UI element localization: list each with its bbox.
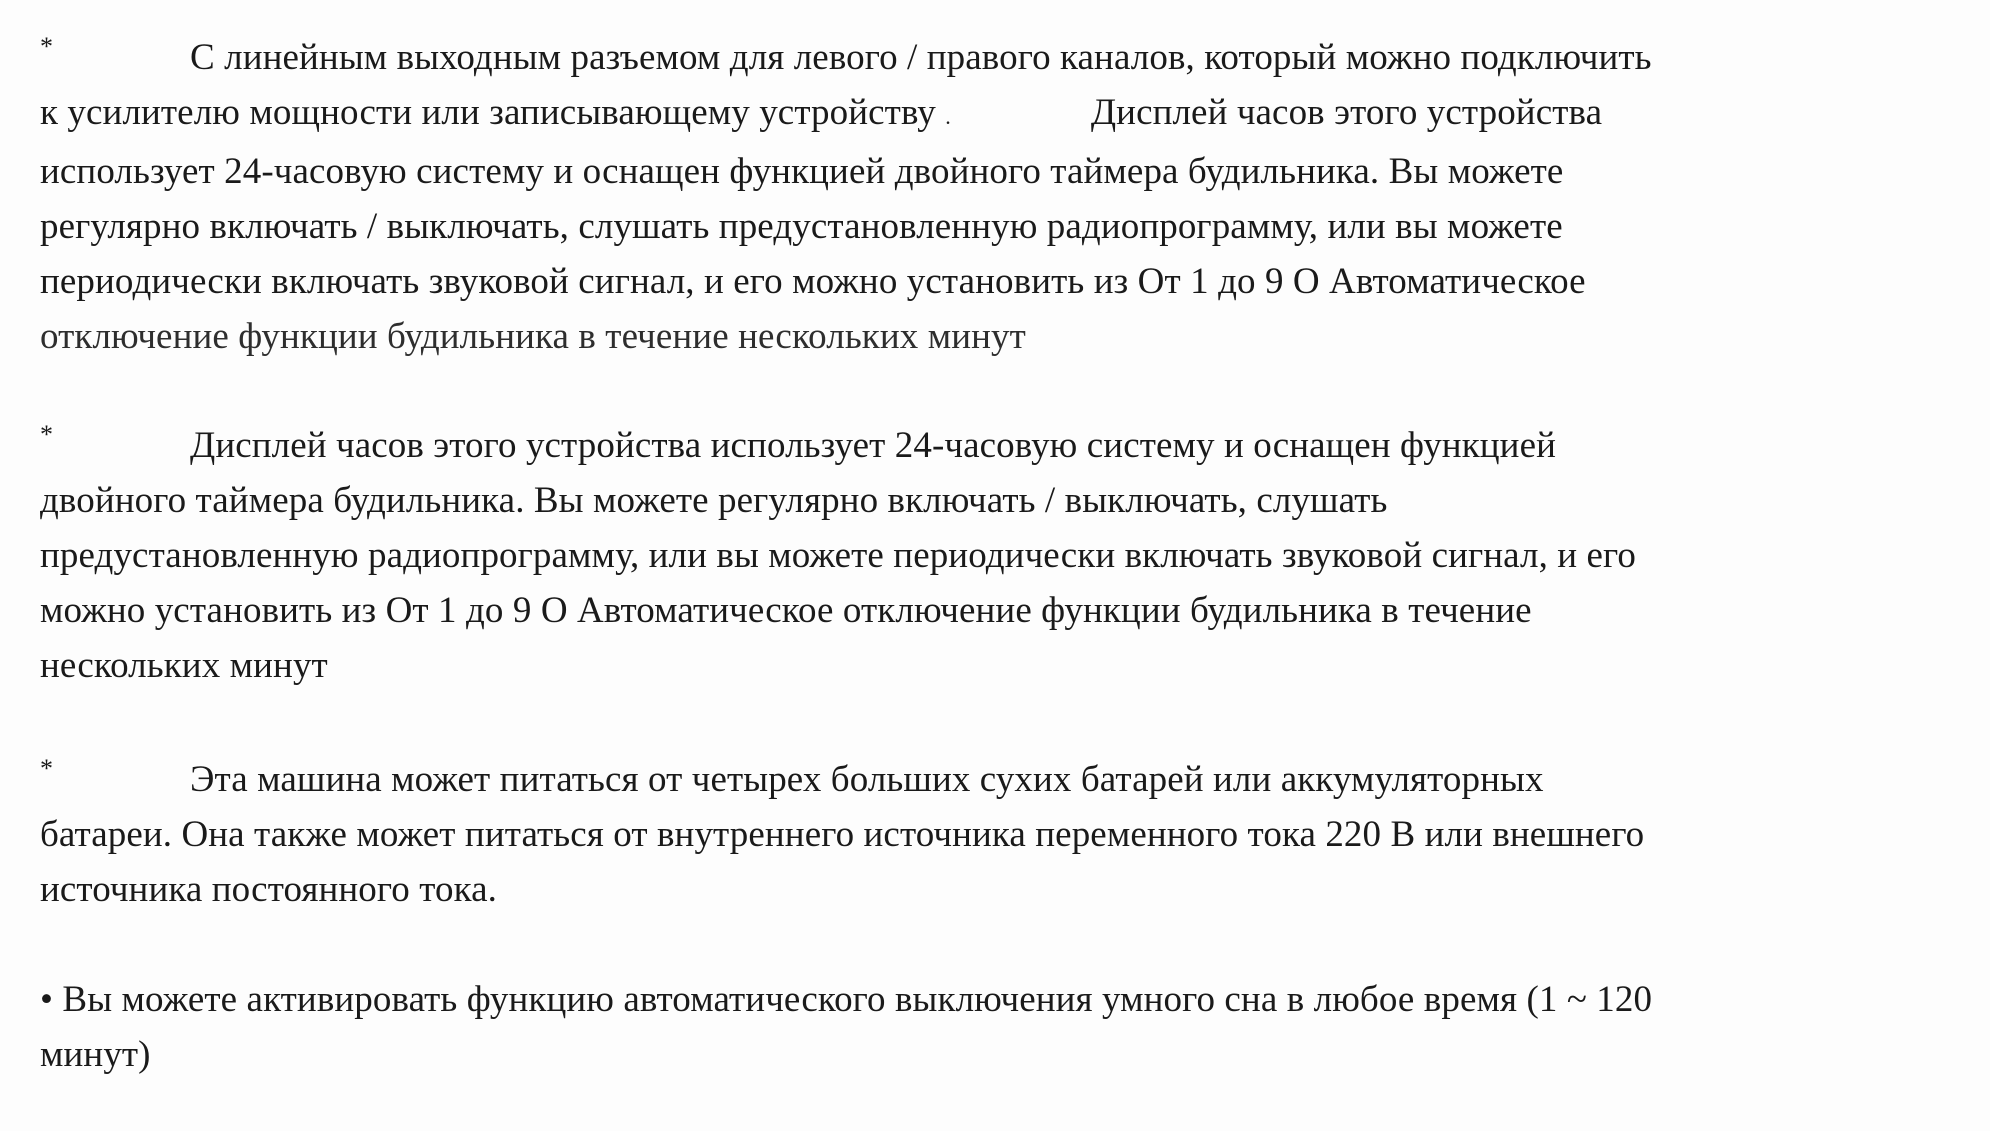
paragraph-line: Дисплей часов этого устройства использует 24-часовую систему и оснащен функцией — [190, 425, 1557, 466]
paragraph-line-text: Вы можете активировать функцию автоматического выключения умного сна в любое время (1 ~ 120 — [62, 979, 1653, 1020]
paragraph-line: минут) — [40, 1034, 151, 1075]
paragraph-line-output — [40, 30, 1960, 364]
paragraph-line: предустановленную радиопрограмму, или вы можете периодически включать звуковой сигнал, и его — [40, 535, 1637, 576]
paragraph-line: периодически включать звуковой сигнал, и его можно установить из От 1 до 9 О Автоматическое — [40, 261, 1586, 302]
paragraph-line-text: Дисплей часов этого устройства — [1090, 92, 1603, 133]
paragraph-line: батареи. Она также может питаться от внутреннего источника переменного тока 220 В или внешнего — [40, 814, 1645, 855]
paragraph-line: двойного таймера будильника. Вы можете регулярно включать / выключать, слушать — [40, 480, 1388, 521]
paragraph-line: С линейным выходным разъемом для левого / правого каналов, который можно подключить — [190, 37, 1652, 78]
paragraph-line: можно установить из От 1 до 9 О Автоматическое отключение функции будильника в течение — [40, 590, 1532, 631]
paragraph-line — [40, 972, 1960, 1027]
paragraph-power-supply — [40, 752, 1960, 917]
paragraph-line: отключение функции будильника в течение нескольких минут — [40, 316, 1026, 357]
stray-dot-mark: . — [945, 104, 951, 129]
paragraph-line-text: к усилителю мощности или записывающему устройству — [40, 92, 936, 133]
bullet-asterisk: * — [40, 420, 54, 449]
paragraph-line — [40, 85, 1960, 144]
paragraph-line: Эта машина может питаться от четырех больших сухих батарей или аккумуляторных — [190, 759, 1544, 800]
paragraph-line: использует 24-часовую систему и оснащен функцией двойного таймера будильника. Вы можете — [40, 151, 1564, 192]
paragraph-line: источника постоянного тока. — [40, 869, 497, 910]
bullet-asterisk: * — [40, 32, 54, 61]
paragraph-clock-display — [40, 418, 1960, 693]
bullet-asterisk: * — [40, 754, 54, 783]
bullet-dot: • — [40, 979, 54, 1020]
paragraph-line: нескольких минут — [40, 645, 328, 686]
paragraph-line: регулярно включать / выключать, слушать предустановленную радиопрограмму, или вы можете — [40, 206, 1563, 247]
paragraph-sleep-timer — [40, 972, 1960, 1082]
